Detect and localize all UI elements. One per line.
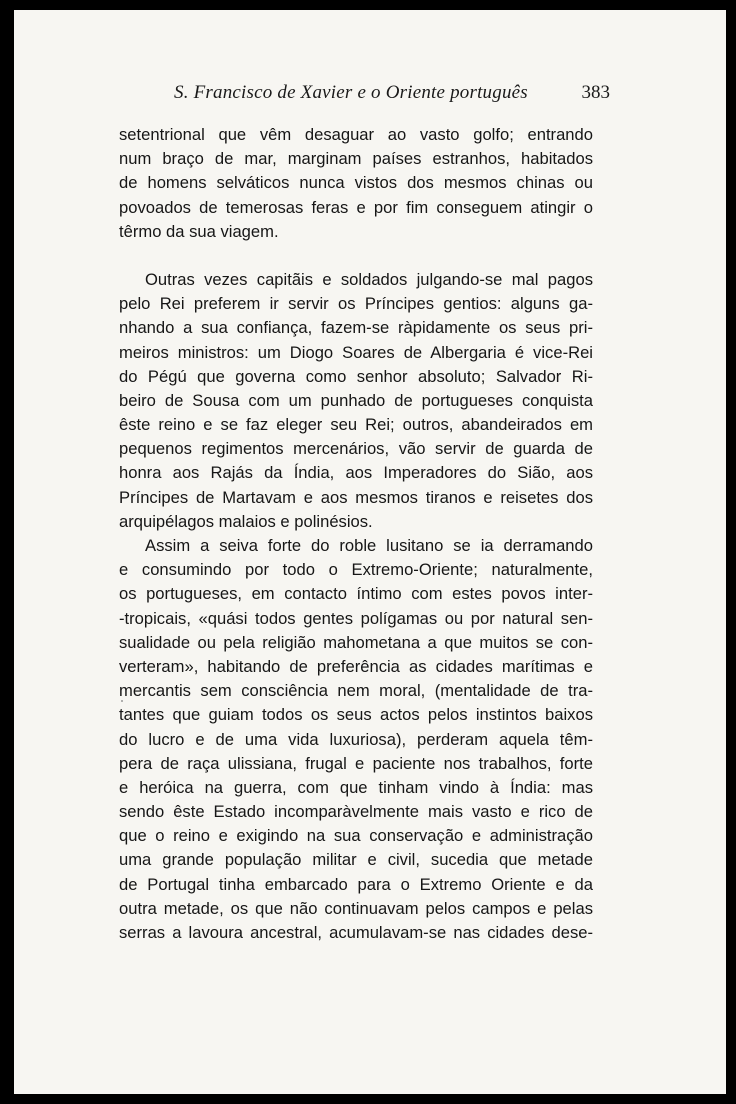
text-line: que o reino e exigindo na sua conservação e administração bbox=[119, 826, 593, 846]
text-line: tantes que guiam todos os seus actos pelos instintos baixos bbox=[119, 705, 593, 725]
body-text bbox=[119, 123, 593, 945]
text-line: do Pégú que governa como senhor absoluto; Salvador Ri- bbox=[119, 366, 593, 386]
text-line: pequenos regimentos mercenários, vão servir de guarda de bbox=[119, 439, 593, 459]
text-line: de Portugal tinha embarcado para o Extremo Oriente e da bbox=[119, 874, 593, 894]
text-line: de homens selváticos nunca vistos dos mesmos chinas ou bbox=[119, 173, 593, 193]
page-number: 383 bbox=[581, 82, 610, 103]
text-line: setentrional que vêm desaguar ao vasto golfo; entrando bbox=[119, 125, 593, 144]
text-line: beiro de Sousa com um punhado de portugueses conquista bbox=[119, 390, 593, 410]
text-line: outra metade, os que não continuavam pelos campos e pelas bbox=[119, 898, 593, 918]
text-line: meiros ministros: um Diogo Soares de Albergaria é vice-Rei bbox=[119, 342, 593, 362]
text-line: pera de raça ulissiana, frugal e paciente nos trabalhos, forte bbox=[119, 753, 593, 773]
text-line: -tropicais, «quási todos gentes polígamas ou por natural sen- bbox=[119, 608, 593, 628]
text-line: arquipélagos malaios e polinésios. bbox=[119, 511, 373, 531]
paragraph bbox=[119, 123, 593, 244]
text-line: Outras vezes capitãis e soldados julgando-se mal pagos bbox=[145, 269, 593, 289]
paragraph bbox=[119, 268, 593, 534]
text-line: e consumindo por todo o Extremo-Oriente; naturalmente, bbox=[119, 560, 593, 580]
text-line: sendo êste Estado incomparàvelmente mais vasto e rico de bbox=[119, 802, 593, 822]
paragraph bbox=[119, 534, 593, 945]
book-page bbox=[14, 10, 726, 1094]
text-line: e heróica na guerra, com que tinham vindo à Índia: mas bbox=[119, 777, 593, 797]
page-header bbox=[174, 82, 610, 112]
text-line: êste reino e se faz eleger seu Rei; outros, abandeirados em bbox=[119, 415, 593, 435]
text-line: têrmo da sua viagem. bbox=[119, 221, 279, 241]
text-line: pelo Rei preferem ir servir os Príncipes gentios: alguns ga- bbox=[119, 294, 593, 314]
text-line: sualidade ou pela religião mahometana a que muitos se con- bbox=[119, 632, 593, 652]
paragraph-gap bbox=[119, 244, 593, 268]
text-line: do lucro e de uma vida luxuriosa), perderam aquela têm- bbox=[119, 729, 593, 749]
text-line: Príncipes de Martavam e aos mesmos tiranos e reisetes dos bbox=[119, 487, 593, 507]
text-line: nhando a sua confiança, fazem-se ràpidamente os seus pri- bbox=[119, 318, 593, 338]
print-speck bbox=[121, 700, 123, 702]
text-line: verteram», habitando de preferência as cidades marítimas e bbox=[119, 656, 593, 676]
running-title: S. Francisco de Xavier e o Oriente português bbox=[174, 82, 528, 103]
text-line: povoados de temerosas feras e por fim conseguem atingir o bbox=[119, 197, 593, 217]
text-line: num braço de mar, marginam países estranhos, habitados bbox=[119, 149, 593, 169]
text-line: Assim a seiva forte do roble lusitano se ia derramando bbox=[145, 536, 593, 555]
text-line: serras a lavoura ancestral, acumulavam-se nas cidades dese- bbox=[119, 923, 593, 942]
text-line: os portugueses, em contacto íntimo com estes povos inter- bbox=[119, 584, 593, 604]
text-line: mercantis sem consciência nem moral, (mentalidade de tra- bbox=[119, 681, 593, 701]
text-line: uma grande população militar e civil, sucedia que metade bbox=[119, 850, 593, 870]
text-line: honra aos Rajás da Índia, aos Imperadores do Sião, aos bbox=[119, 463, 593, 483]
